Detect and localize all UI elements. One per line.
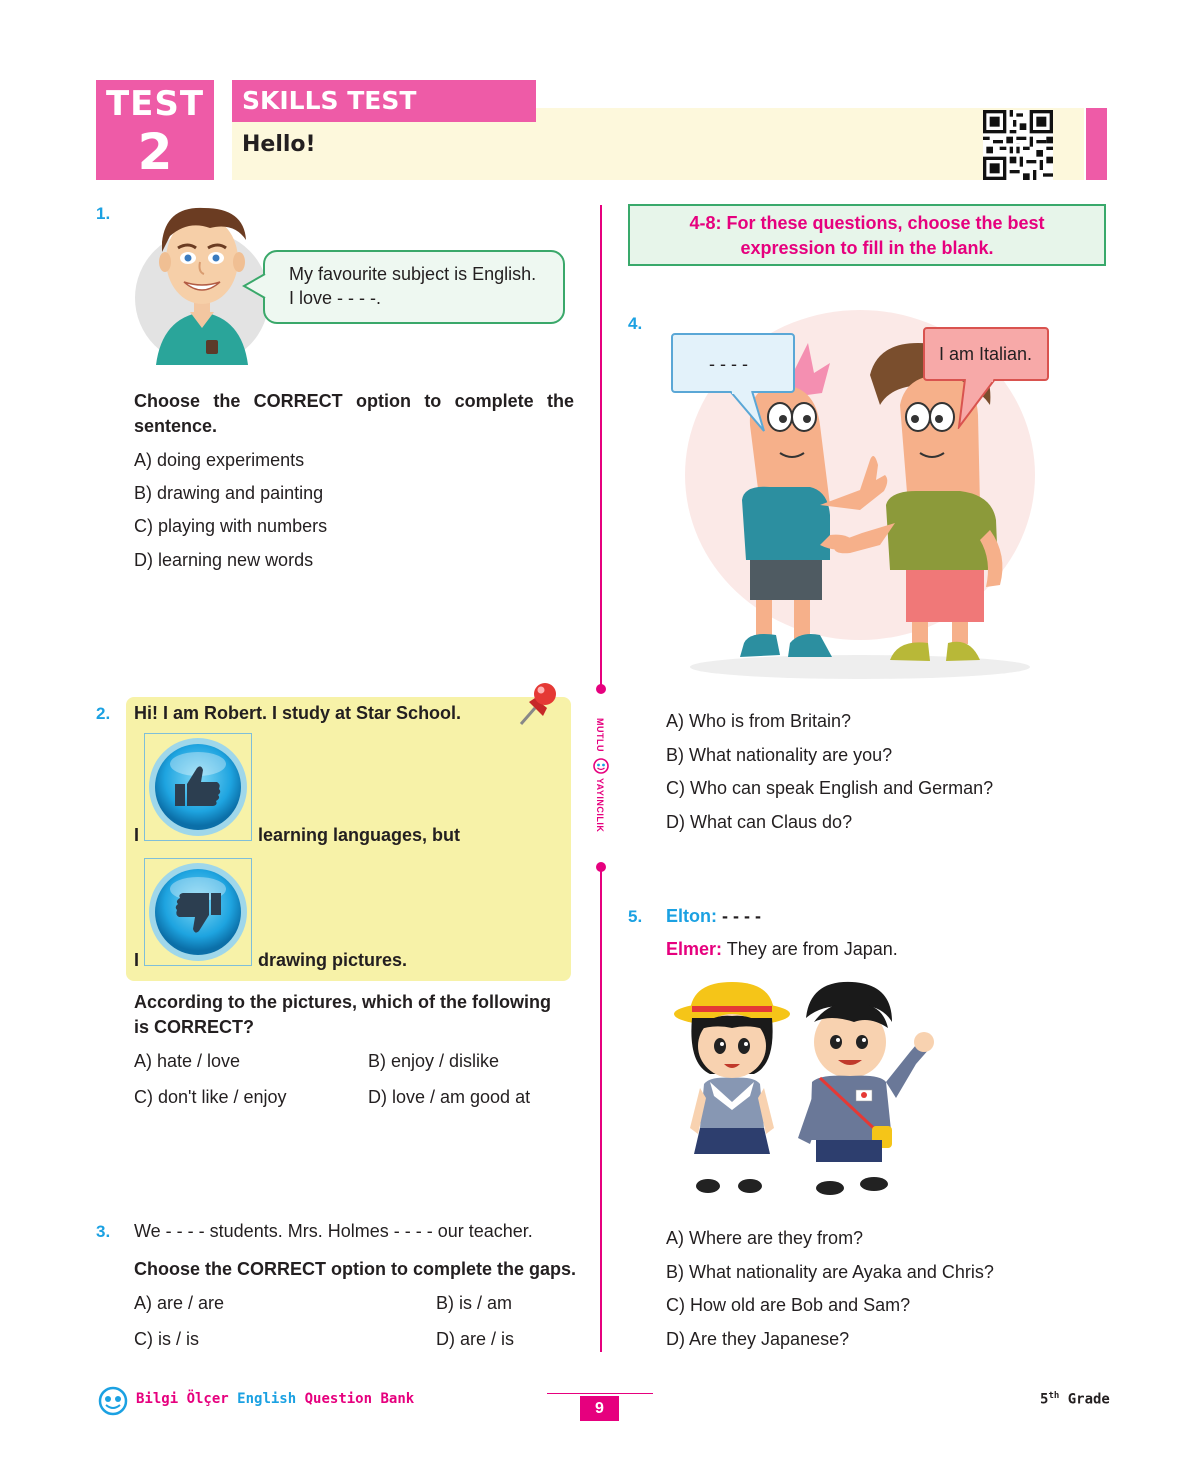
option-a[interactable]: A) are / are	[134, 1293, 225, 1313]
dialogue-line-1	[666, 905, 761, 927]
speaker-elton: Elton:	[666, 906, 717, 926]
header-accent-bar	[1086, 108, 1107, 180]
left-bubble-text: - - - -	[709, 354, 748, 374]
grade-label	[1040, 1391, 1110, 1408]
dialogue-blank: - - - -	[722, 906, 761, 926]
brand-part-2: English	[237, 1391, 297, 1407]
section-title: SKILLS TEST	[232, 80, 536, 122]
option-c[interactable]: C) How old are Bob and Sam?	[666, 1295, 911, 1315]
option-a[interactable]: A) Where are they from?	[666, 1228, 864, 1248]
option-a[interactable]: A) doing experiments	[134, 450, 305, 470]
thumbs-up-frame	[144, 733, 252, 841]
question-number: 4.	[628, 314, 643, 333]
brand-part-1: Bilgi Ölçer	[136, 1391, 229, 1407]
option-b[interactable]: B) What nationality are you?	[666, 745, 893, 765]
publisher-name-2: YAYINCILIK	[595, 778, 605, 833]
grade-suffix: th	[1048, 1391, 1060, 1401]
right-bubble-text: I am Italian.	[939, 344, 1033, 364]
question-prompt: According to the pictures, which of the following	[134, 992, 551, 1012]
intro-text: Hi! I am Robert. I study at Star School.	[134, 703, 462, 723]
column-divider	[600, 205, 602, 689]
column-divider	[600, 870, 602, 1352]
question-prompt: Choose the CORRECT option to complete the gaps.	[134, 1259, 577, 1279]
instruction-line-1: 4-8: For these questions, choose the best	[689, 213, 1045, 233]
bubble-tail	[242, 272, 266, 302]
publisher-vertical-logo	[588, 712, 614, 842]
option-c[interactable]: C) don't like / enjoy	[134, 1087, 287, 1107]
question-number: 1.	[96, 204, 111, 223]
option-d[interactable]: D) Are they Japanese?	[666, 1329, 850, 1349]
push-pin-icon	[513, 680, 559, 730]
question-prompt-cont: sentence.	[134, 416, 218, 436]
thumbs-down-icon	[145, 859, 251, 965]
option-d[interactable]: D) are / is	[436, 1329, 515, 1349]
dialogue-line-2	[666, 938, 898, 960]
publisher-name-1: MUTLU	[595, 718, 605, 752]
option-c[interactable]: C) Who can speak English and German?	[666, 778, 994, 798]
dialogue-reply: They are from Japan.	[726, 939, 898, 959]
option-b[interactable]: B) enjoy / dislike	[368, 1051, 500, 1071]
right-speech-bubble	[923, 327, 1049, 381]
thumbs-down-frame	[144, 858, 252, 966]
line-prefix: I	[134, 950, 140, 970]
bubble-line-2: I love - - - -.	[289, 288, 382, 308]
option-d[interactable]: D) learning new words	[134, 550, 314, 570]
right-bubble-tail	[955, 379, 999, 429]
option-b[interactable]: B) drawing and painting	[134, 483, 324, 503]
brand-part-3: Question Bank	[304, 1391, 415, 1407]
publisher-logo-icon	[593, 758, 609, 774]
grade-number: 5	[1040, 1391, 1049, 1408]
option-a[interactable]: A) hate / love	[134, 1051, 241, 1071]
thumbs-up-icon	[145, 734, 251, 840]
option-b[interactable]: B) is / am	[436, 1293, 513, 1313]
line-prefix: I	[134, 825, 140, 845]
option-c[interactable]: C) is / is	[134, 1329, 199, 1349]
bubble-line-1: My favourite subject is English.	[289, 264, 537, 284]
grade-word: Grade	[1067, 1391, 1110, 1408]
question-prompt: Choose the CORRECT option to complete the	[134, 391, 574, 411]
page-number-rule	[547, 1393, 653, 1394]
divider-dot	[596, 684, 606, 694]
left-bubble-tail	[728, 391, 768, 433]
question-prompt-cont: is CORRECT?	[134, 1017, 255, 1037]
brand-logo-icon	[96, 1386, 130, 1416]
japanese-kids-illustration	[670, 978, 940, 1204]
test-number: 2	[137, 123, 173, 181]
test-label: TEST	[105, 84, 205, 124]
instruction-line-2: expression to fill in the blank.	[740, 238, 994, 258]
speech-bubble	[263, 250, 565, 324]
left-speech-bubble	[671, 333, 795, 393]
option-c[interactable]: C) playing with numbers	[134, 516, 328, 536]
option-a[interactable]: A) Who is from Britain?	[666, 711, 852, 731]
question-number: 2.	[96, 704, 111, 723]
page-number: 9	[580, 1396, 619, 1421]
qr-code-icon[interactable]	[983, 110, 1053, 180]
option-b[interactable]: B) What nationality are Ayaka and Chris?	[666, 1262, 994, 1282]
test-badge	[96, 80, 214, 180]
footer-brand	[136, 1391, 414, 1407]
unit-title: Hello!	[242, 132, 316, 157]
like-text: learning languages, but	[258, 825, 461, 845]
speaker-elmer: Elmer:	[666, 939, 723, 959]
question-number: 3.	[96, 1222, 111, 1241]
instruction-box	[628, 204, 1106, 266]
gap-sentence: We - - - - students. Mrs. Holmes - - - - our teacher.	[134, 1221, 533, 1241]
dislike-text: drawing pictures.	[258, 950, 408, 970]
question-number: 5.	[628, 907, 643, 926]
option-d[interactable]: D) love / am good at	[368, 1087, 531, 1107]
option-d[interactable]: D) What can Claus do?	[666, 812, 853, 832]
